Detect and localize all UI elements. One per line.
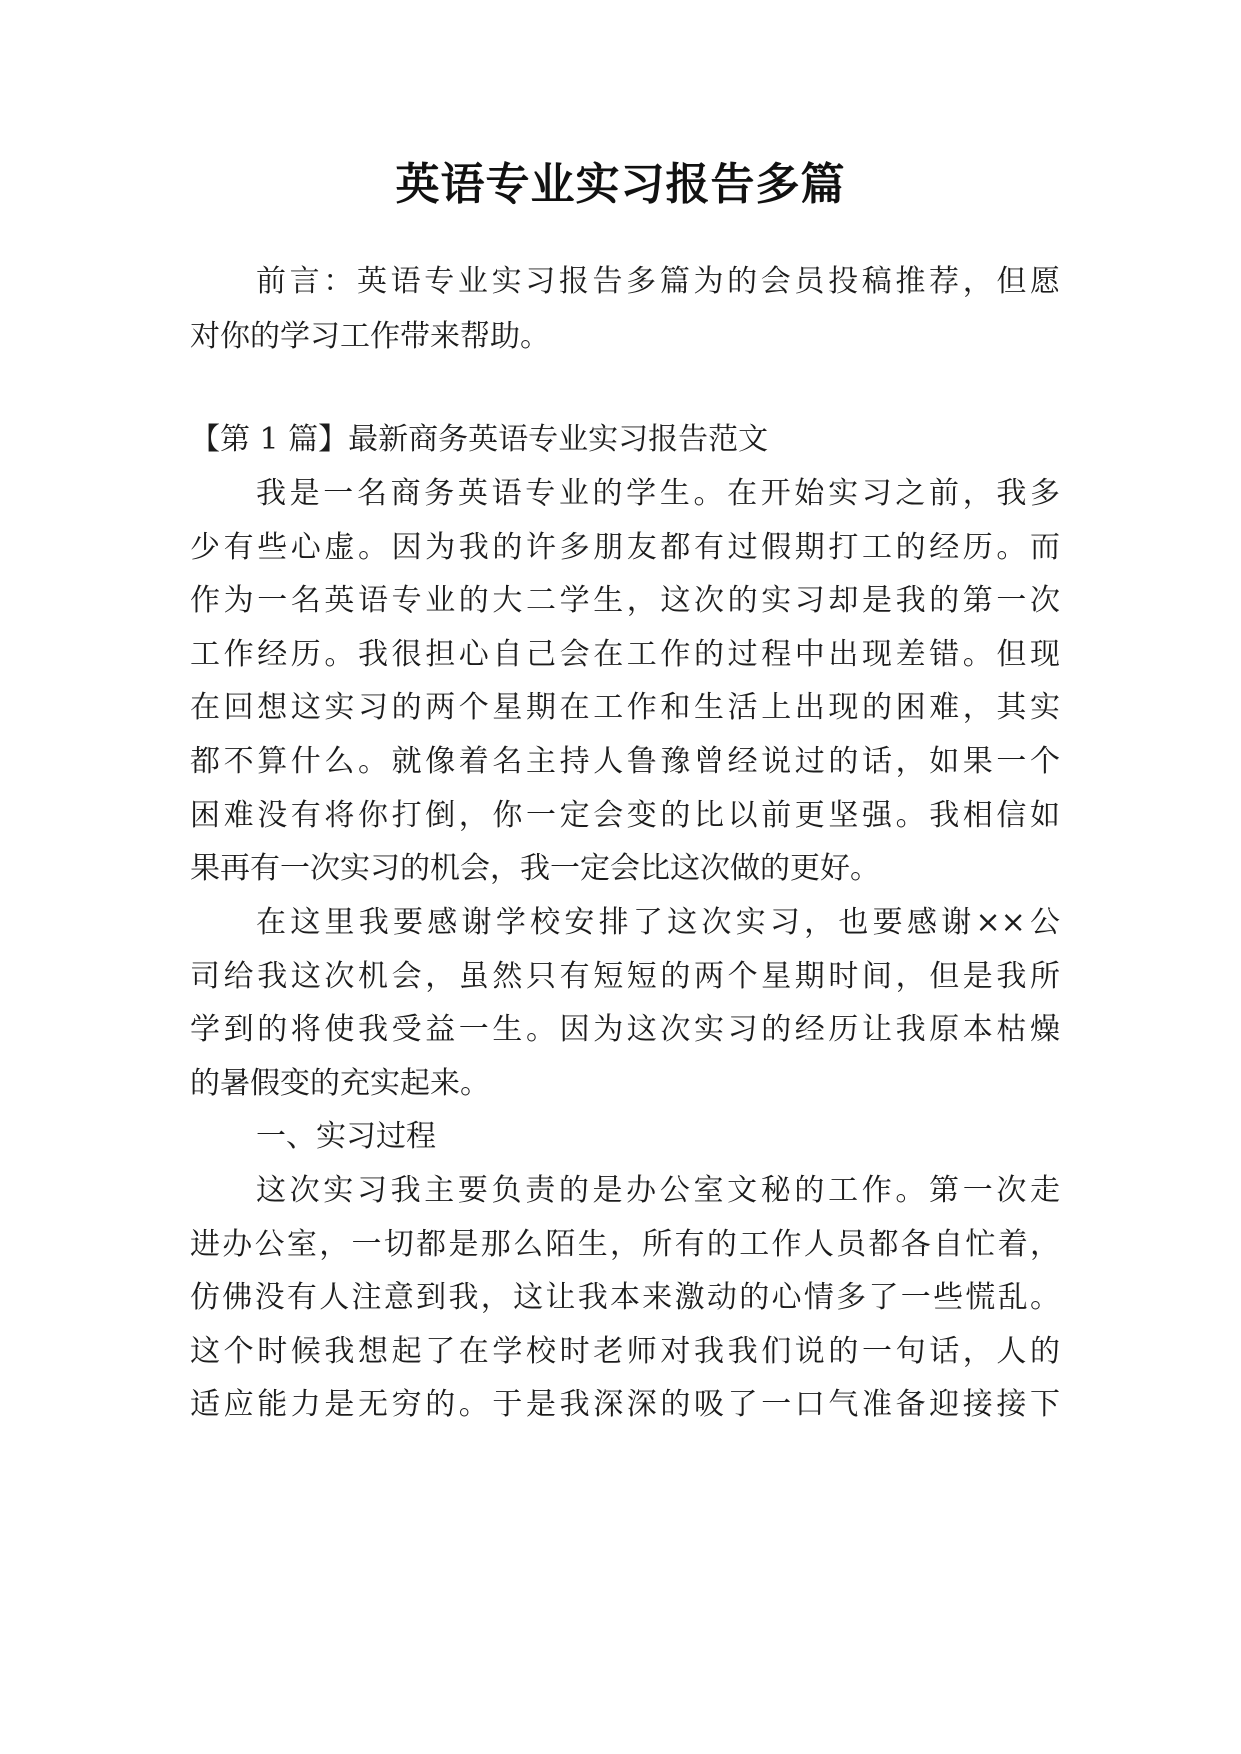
body-line: 在这里我要感谢学校安排了这次实习，也要感谢××公: [256, 905, 1060, 940]
body-line: 作为一名英语专业的大二学生，这次的实习却是我的第一次: [190, 583, 1060, 618]
body-line: 困难没有将你打倒，你一定会变的比以前更坚强。我相信如: [190, 798, 1060, 833]
body-line: 这次实习我主要负责的是办公室文秘的工作。第一次走: [256, 1173, 1060, 1208]
body-line: 在回想这实习的两个星期在工作和生活上出现的困难，其实: [190, 690, 1060, 725]
body-line: 这个时候我想起了在学校时老师对我我们说的一句话，人的: [190, 1334, 1060, 1369]
body-line: 少有些心虚。因为我的许多朋友都有过假期打工的经历。而: [190, 530, 1060, 565]
body-line: 都不算什么。就像着名主持人鲁豫曾经说过的话，如果一个: [190, 744, 1060, 779]
article-heading: 【第 1 篇】最新商务英语专业实习报告范文: [190, 422, 769, 457]
body-line: 进办公室，一切都是那么陌生，所有的工作人员都各自忙着，: [190, 1227, 1060, 1262]
body-line: 司给我这次机会，虽然只有短短的两个星期时间，但是我所: [190, 959, 1060, 994]
body-line: 我是一名商务英语专业的学生。在开始实习之前，我多: [256, 476, 1060, 511]
body-line: 果再有一次实习的机会，我一定会比这次做的更好。: [190, 851, 880, 886]
preface-line: 对你的学习工作带来帮助。: [190, 319, 550, 354]
section-heading: 一、实习过程: [256, 1119, 436, 1154]
body-line: 仿佛没有人注意到我，这让我本来激动的心情多了一些慌乱。: [190, 1280, 1060, 1315]
body-line: 工作经历。我很担心自己会在工作的过程中出现差错。但现: [190, 637, 1060, 672]
body-line: 学到的将使我受益一生。因为这次实习的经历让我原本枯燥: [190, 1012, 1060, 1047]
preface-line: 前言：英语专业实习报告多篇为的会员投稿推荐，但愿: [256, 264, 1060, 299]
body-line: 适应能力是无穷的。于是我深深的吸了一口气准备迎接接下: [190, 1387, 1060, 1422]
document-title: 英语专业实习报告多篇: [395, 159, 846, 210]
body-line: 的暑假变的充实起来。: [190, 1066, 490, 1101]
